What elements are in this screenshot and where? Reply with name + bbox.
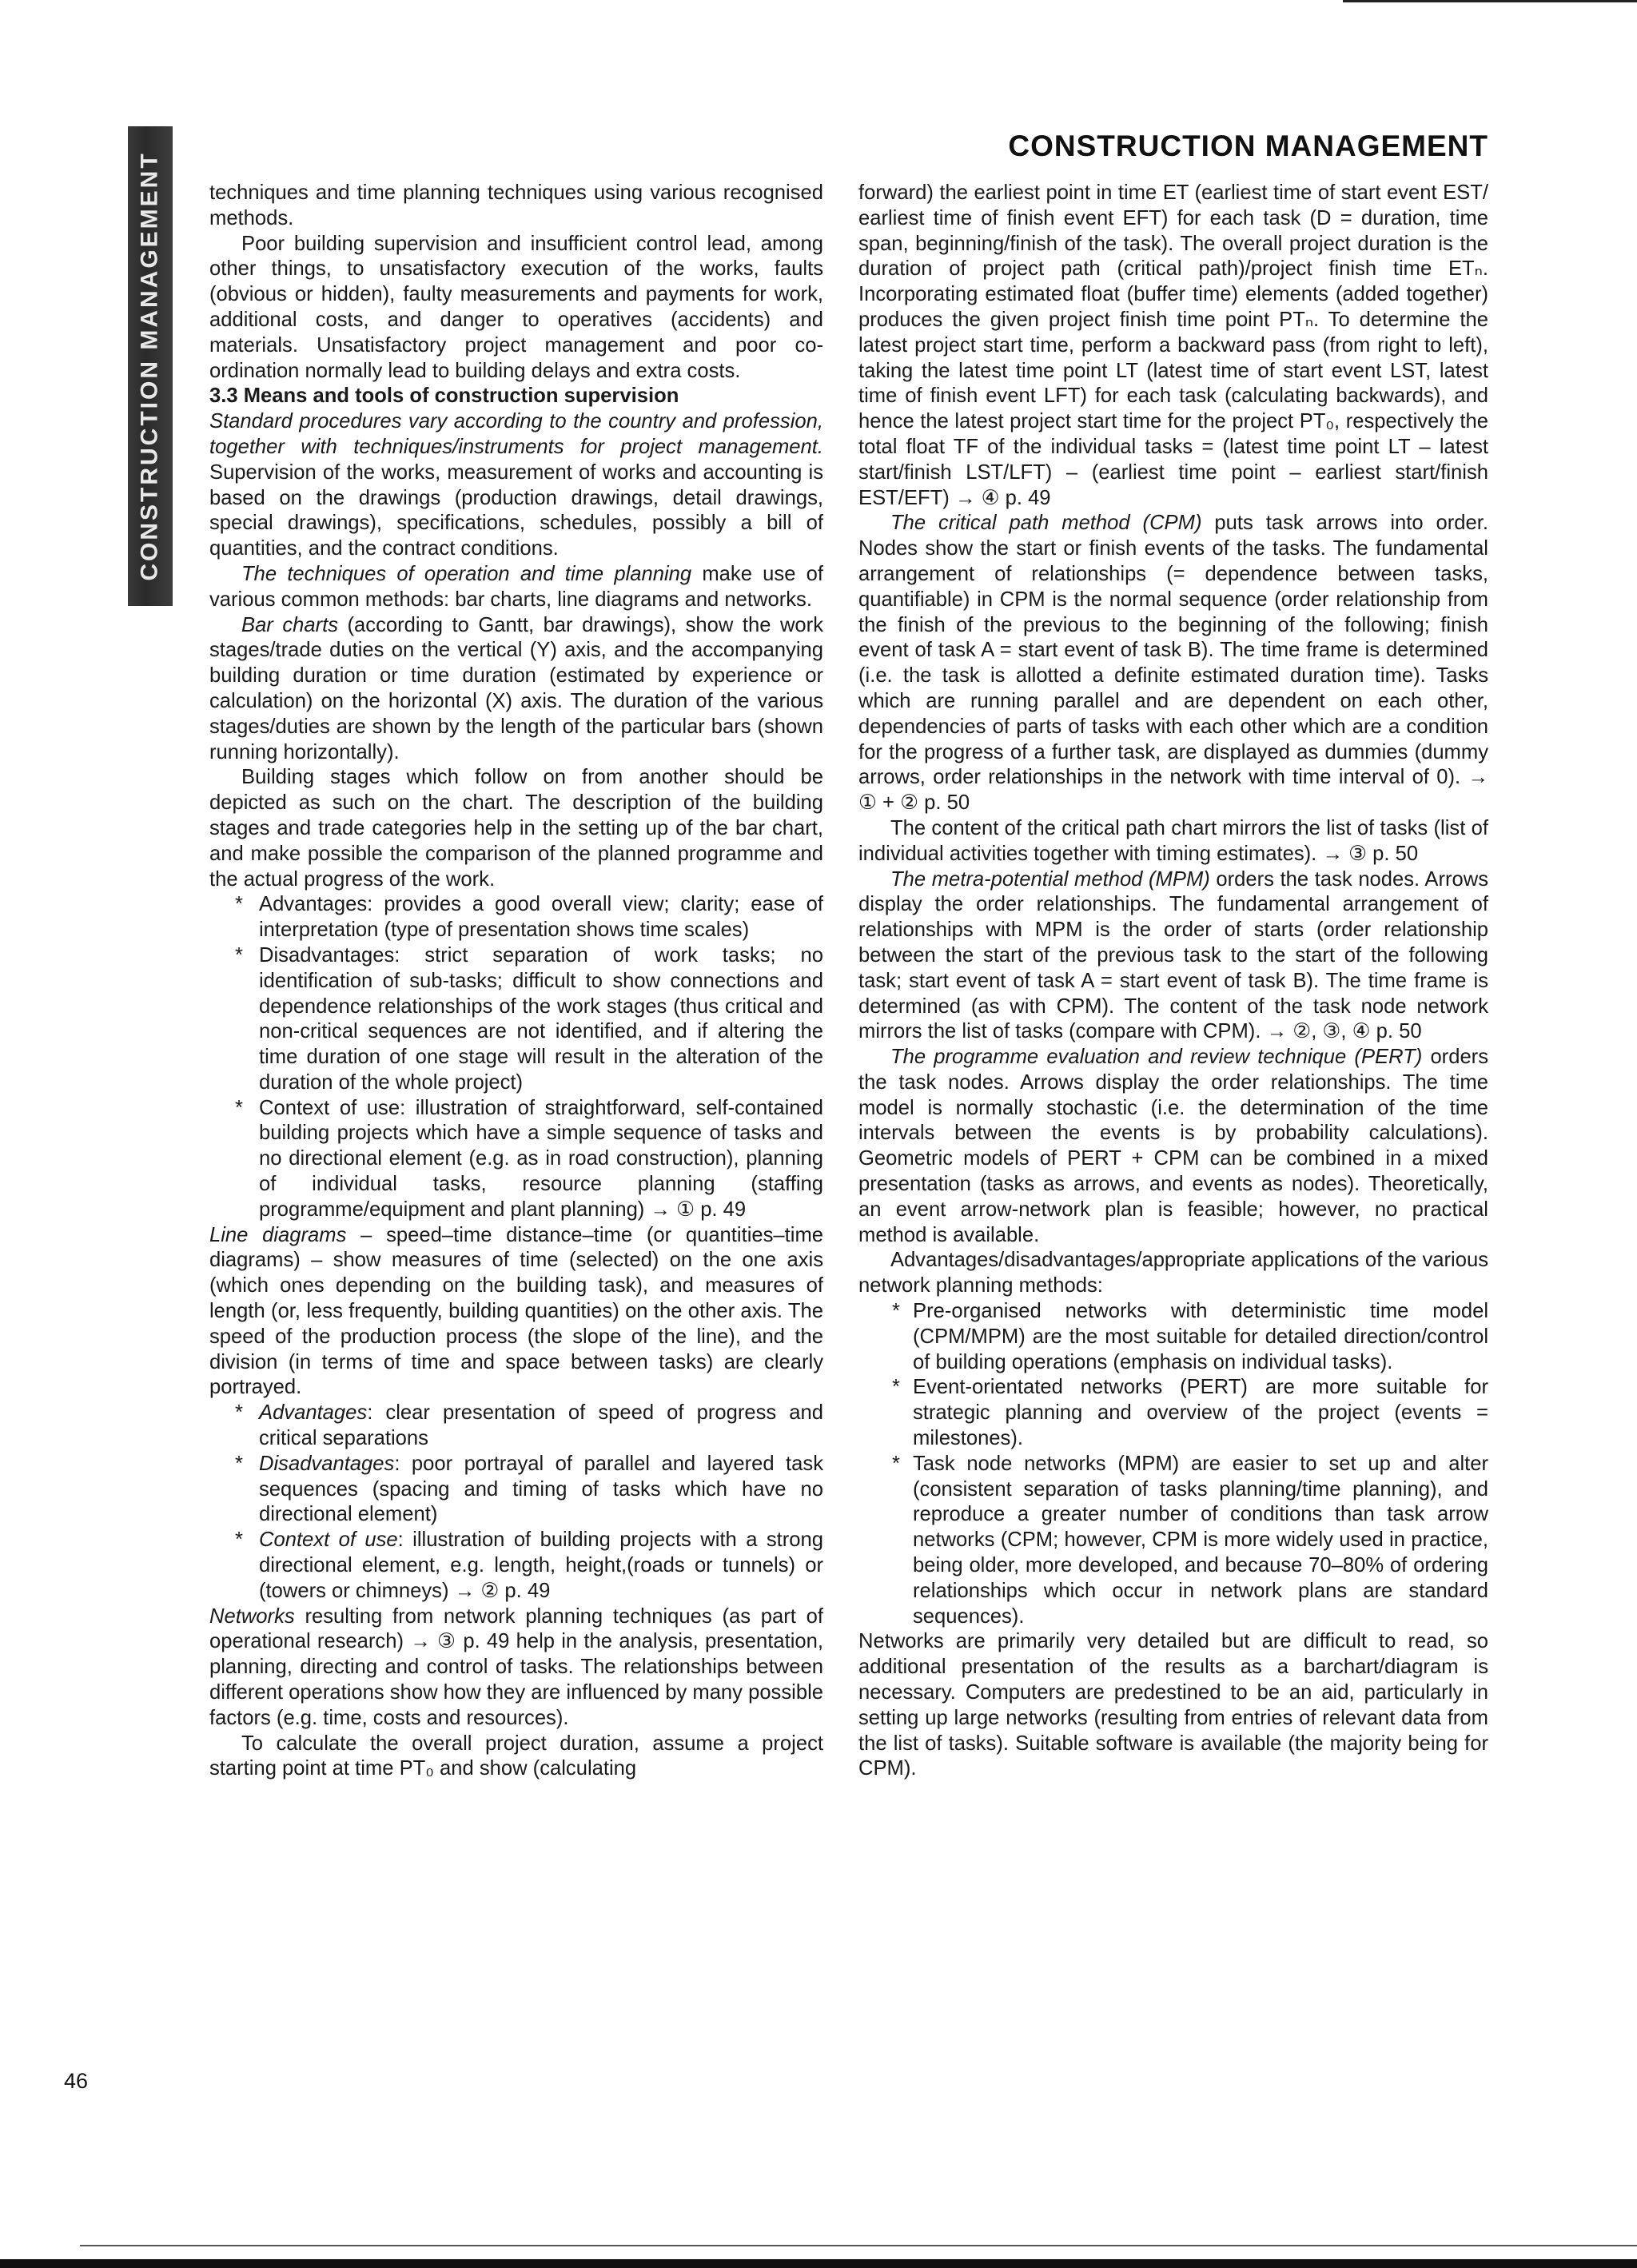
paragraph: forward) the earliest point in time ET (earliest time of start event EST/ earliest time of finish event EFT) for each task (D = duration, time span, beginning/finish of the task). The overall project duration is the duration of project path (critical path)/project finish time ETₙ. Incorporating estimated float (buffer time) elements (added together) produces the given project finish time point PTₙ. To determine the latest project start time, perform a backward pass (from right to left), taking the latest time point LT (latest time of start event LST, latest time of finish event LFT) for each task (calculating backwards), and hence the latest project start time for the project PT₀, respectively the total float TF of the individual tasks = (latest time point LT – latest start/finish LST/LFT) – (earliest time point – earliest start/finish EST/EFT) → ④ p. 49	[858, 181, 1488, 509]
italic-lead: The metra-potential method (MPM)	[890, 867, 1210, 891]
list-item-label: Advantages	[259, 1401, 368, 1425]
list-item-text: : poor portrayal of parallel and layered task sequences (spacing and timing of tasks which have no directional element)	[259, 1452, 823, 1526]
italic-lead: Bar charts	[241, 613, 339, 636]
italic-lead: Standard procedures vary according to the country and profession, together with techniques/instruments for project management.	[209, 410, 823, 458]
bar-chart-bullet-list	[209, 892, 823, 1222]
paragraph	[858, 1045, 1488, 1248]
paragraph-text: puts task arrows into order. Nodes show the start or finish events of the tasks. The fundamental arrangement of relationships (= dependence between tasks, quantifiable) in CPM is the normal sequence (order relationship from the finish of the previous to the beginning of the following; finish event of task A = start event of task B). The time frame is determined (i.e. the task is allotted a definite estimated duration time). Tasks which are running parallel and are dependent on each other, dependencies of parts of tasks with each other which are a condition for the progress of a further task, are displayed as dummies (dummy arrows, order relationships in the network with time interval of 0). → ① + ② p. 50	[858, 512, 1488, 815]
paragraph-text: resulting from network planning techniques (as part of operational research) → ③ p. 49 help in the analysis, presentation, planning, directing and control of tasks. The relationships between different operations show how they are influenced by many possible factors (e.g. time, costs and resources).	[209, 1604, 823, 1729]
page-number: 46	[64, 2069, 89, 2093]
list-item-text: : illustration of building projects with a strong directional element, e.g. length, height,(roads or tunnels) or (towers or chimneys) → ② p. 49	[259, 1529, 823, 1602]
paragraph-text: (according to Gantt, bar drawings), show the work stages/trade duties on the vertical (Y) axis, and the accompanying building duration or time duration (estimated by experience or calculation) on the horizontal (X) axis. The duration of the various stages/duties are shown by the length of the particular bars (shown running horizontally).	[209, 613, 823, 763]
paragraph	[209, 409, 823, 562]
running-head: CONSTRUCTION MANAGEMENT	[1008, 130, 1488, 162]
side-tab-label: CONSTRUCTION MANAGEMENT	[137, 151, 163, 581]
list-item: * Task node networks (MPM) are easier to set up and alter (consistent separation of tasks planning/time planning), and reproduce a greater number of conditions than task arrow networks (CPM; however, CPM is more widely used in practice, being older, more developed, and because 70–80% of ordering relationships which occur in network plans are standard sequences).	[858, 1452, 1488, 1630]
paragraph	[209, 1604, 823, 1732]
list-item-text: : clear presentation of speed of progress and critical separations	[259, 1401, 823, 1450]
paragraph	[858, 511, 1488, 816]
list-item	[209, 1452, 823, 1528]
list-item-label: Disadvantages	[259, 1452, 395, 1475]
list-item: * Context of use: illustration of straightforward, self-contained building projects which have a simple sequence of tasks and no directional element (e.g. as in road construction), planning of individual tasks, resource planning (staffing programme/equipment and plant planning) → ① p. 49	[209, 1096, 823, 1223]
paragraph-text: orders the task nodes. Arrows display the order relationships. The time model is normally stochastic (i.e. the determination of the time intervals between the events is by probability calculations). Geometric models of PERT + CPM can be combined in a mixed presentation (tasks as arrows, and events as nodes). Theoretically, an event arrow-network plan is feasible; however, no practical method is available.	[858, 1046, 1488, 1246]
paragraph-text: – speed–time distance–time (or quantities–time diagrams) – show measures of time (selected) on the one axis (which ones depending on the building task), and measures of length (or, less frequently, building quantities) on the other axis. The speed of the production process (the slope of the line), and the division (in terms of time and space between tasks) are clearly portrayed.	[209, 1223, 823, 1399]
list-item: * Advantages: provides a good overall view; clarity; ease of interpretation (type of presentation shows time scales)	[209, 892, 823, 943]
section-heading: 3.3 Means and tools of construction supervision	[209, 385, 679, 408]
paragraph-text: make use of various common methods: bar charts, line diagrams and networks.	[209, 562, 824, 611]
line-diagram-bullet-list	[209, 1401, 823, 1604]
list-item: * Event-orientated networks (PERT) are more suitable for strategic planning and overview of the project (events = milestones).	[858, 1375, 1488, 1451]
paragraph-text: orders the task nodes. Arrows display the order relationships. The fundamental arrangement of relationships with MPM is the order of starts (order relationship between the start of the previous task to the start of the following task; start event of task A = start event of task B). The time frame is determined (as with CPM). The content of the task node network mirrors the list of tasks (compare with CPM). → ②, ③, ④ p. 50	[858, 867, 1489, 1043]
italic-lead: Networks	[209, 1604, 295, 1628]
list-item	[209, 1528, 823, 1604]
paragraph: techniques and time planning techniques using various recognised methods.	[209, 181, 823, 229]
paragraph: Poor building supervision and insufficient control lead, among other things, to unsatisfactory execution of the works, faults (obvious or hidden), faulty measurements and payments for work, additional costs, and danger to operatives (accidents) and materials. Unsatisfactory project management and poor co-ordination normally lead to building delays and extra costs.	[209, 232, 823, 382]
paragraph	[209, 613, 823, 766]
paragraph: Building stages which follow on from another should be depicted as such on the chart. The description of the building stages and trade categories help in the setting up of the bar chart, and make possible the comparison of the planned programme and the actual progress of the work.	[209, 766, 823, 891]
paragraph: The content of the critical path chart mirrors the list of tasks (list of individual activities together with timing estimates). → ③ p. 50	[858, 816, 1488, 865]
paragraph-text: Supervision of the works, measurement of works and accounting is based on the drawings (production drawings, detail drawings, special drawings), specifications, schedules, possibly a bill of quantities, and the contract conditions.	[209, 460, 823, 560]
italic-lead: The techniques of operation and time planning	[241, 562, 692, 585]
paragraph	[209, 1223, 823, 1401]
list-item: * Disadvantages: strict separation of work tasks; no identification of sub-tasks; difficult to show connections and dependence relationships of the work stages (thus critical and non-critical sequences are not identified, and if altering the time duration of one stage will result in the alteration of the duration of the whole project)	[209, 943, 823, 1096]
list-item-label: Context of use	[259, 1529, 398, 1552]
paragraph: Advantages/disadvantages/appropriate applications of the various network planning methods:	[858, 1249, 1488, 1297]
top-rule	[1343, 0, 1637, 2]
italic-lead: The programme evaluation and review technique (PERT)	[890, 1046, 1423, 1069]
paragraph	[209, 562, 823, 613]
paragraph	[858, 867, 1488, 1046]
right-column	[858, 181, 1488, 1782]
italic-lead: Line diagrams	[209, 1223, 347, 1246]
italic-lead: The critical path method (CPM)	[890, 512, 1202, 535]
paragraph: To calculate the overall project duration, assume a project starting point at time PT₀ and show (calculating	[209, 1732, 823, 1780]
network-methods-bullet-list	[858, 1299, 1488, 1629]
section-side-tab	[128, 126, 173, 606]
bottom-rule	[0, 2259, 1637, 2268]
left-column	[209, 181, 823, 1782]
paragraph: Networks are primarily very detailed but are difficult to read, so additional presentation of the results as a barchart/diagram is necessary. Computers are predestined to be an aid, particularly in setting up large networks (resulting from entries of relevant data from the list of tasks). Suitable software is available (the majority being for CPM).	[858, 1630, 1488, 1780]
bottom-rule-thin	[80, 2245, 1637, 2246]
list-item: * Pre-organised networks with deterministic time model (CPM/MPM) are the most suitable for detailed direction/control of building operations (emphasis on individual tasks).	[858, 1299, 1488, 1375]
list-item	[209, 1401, 823, 1452]
